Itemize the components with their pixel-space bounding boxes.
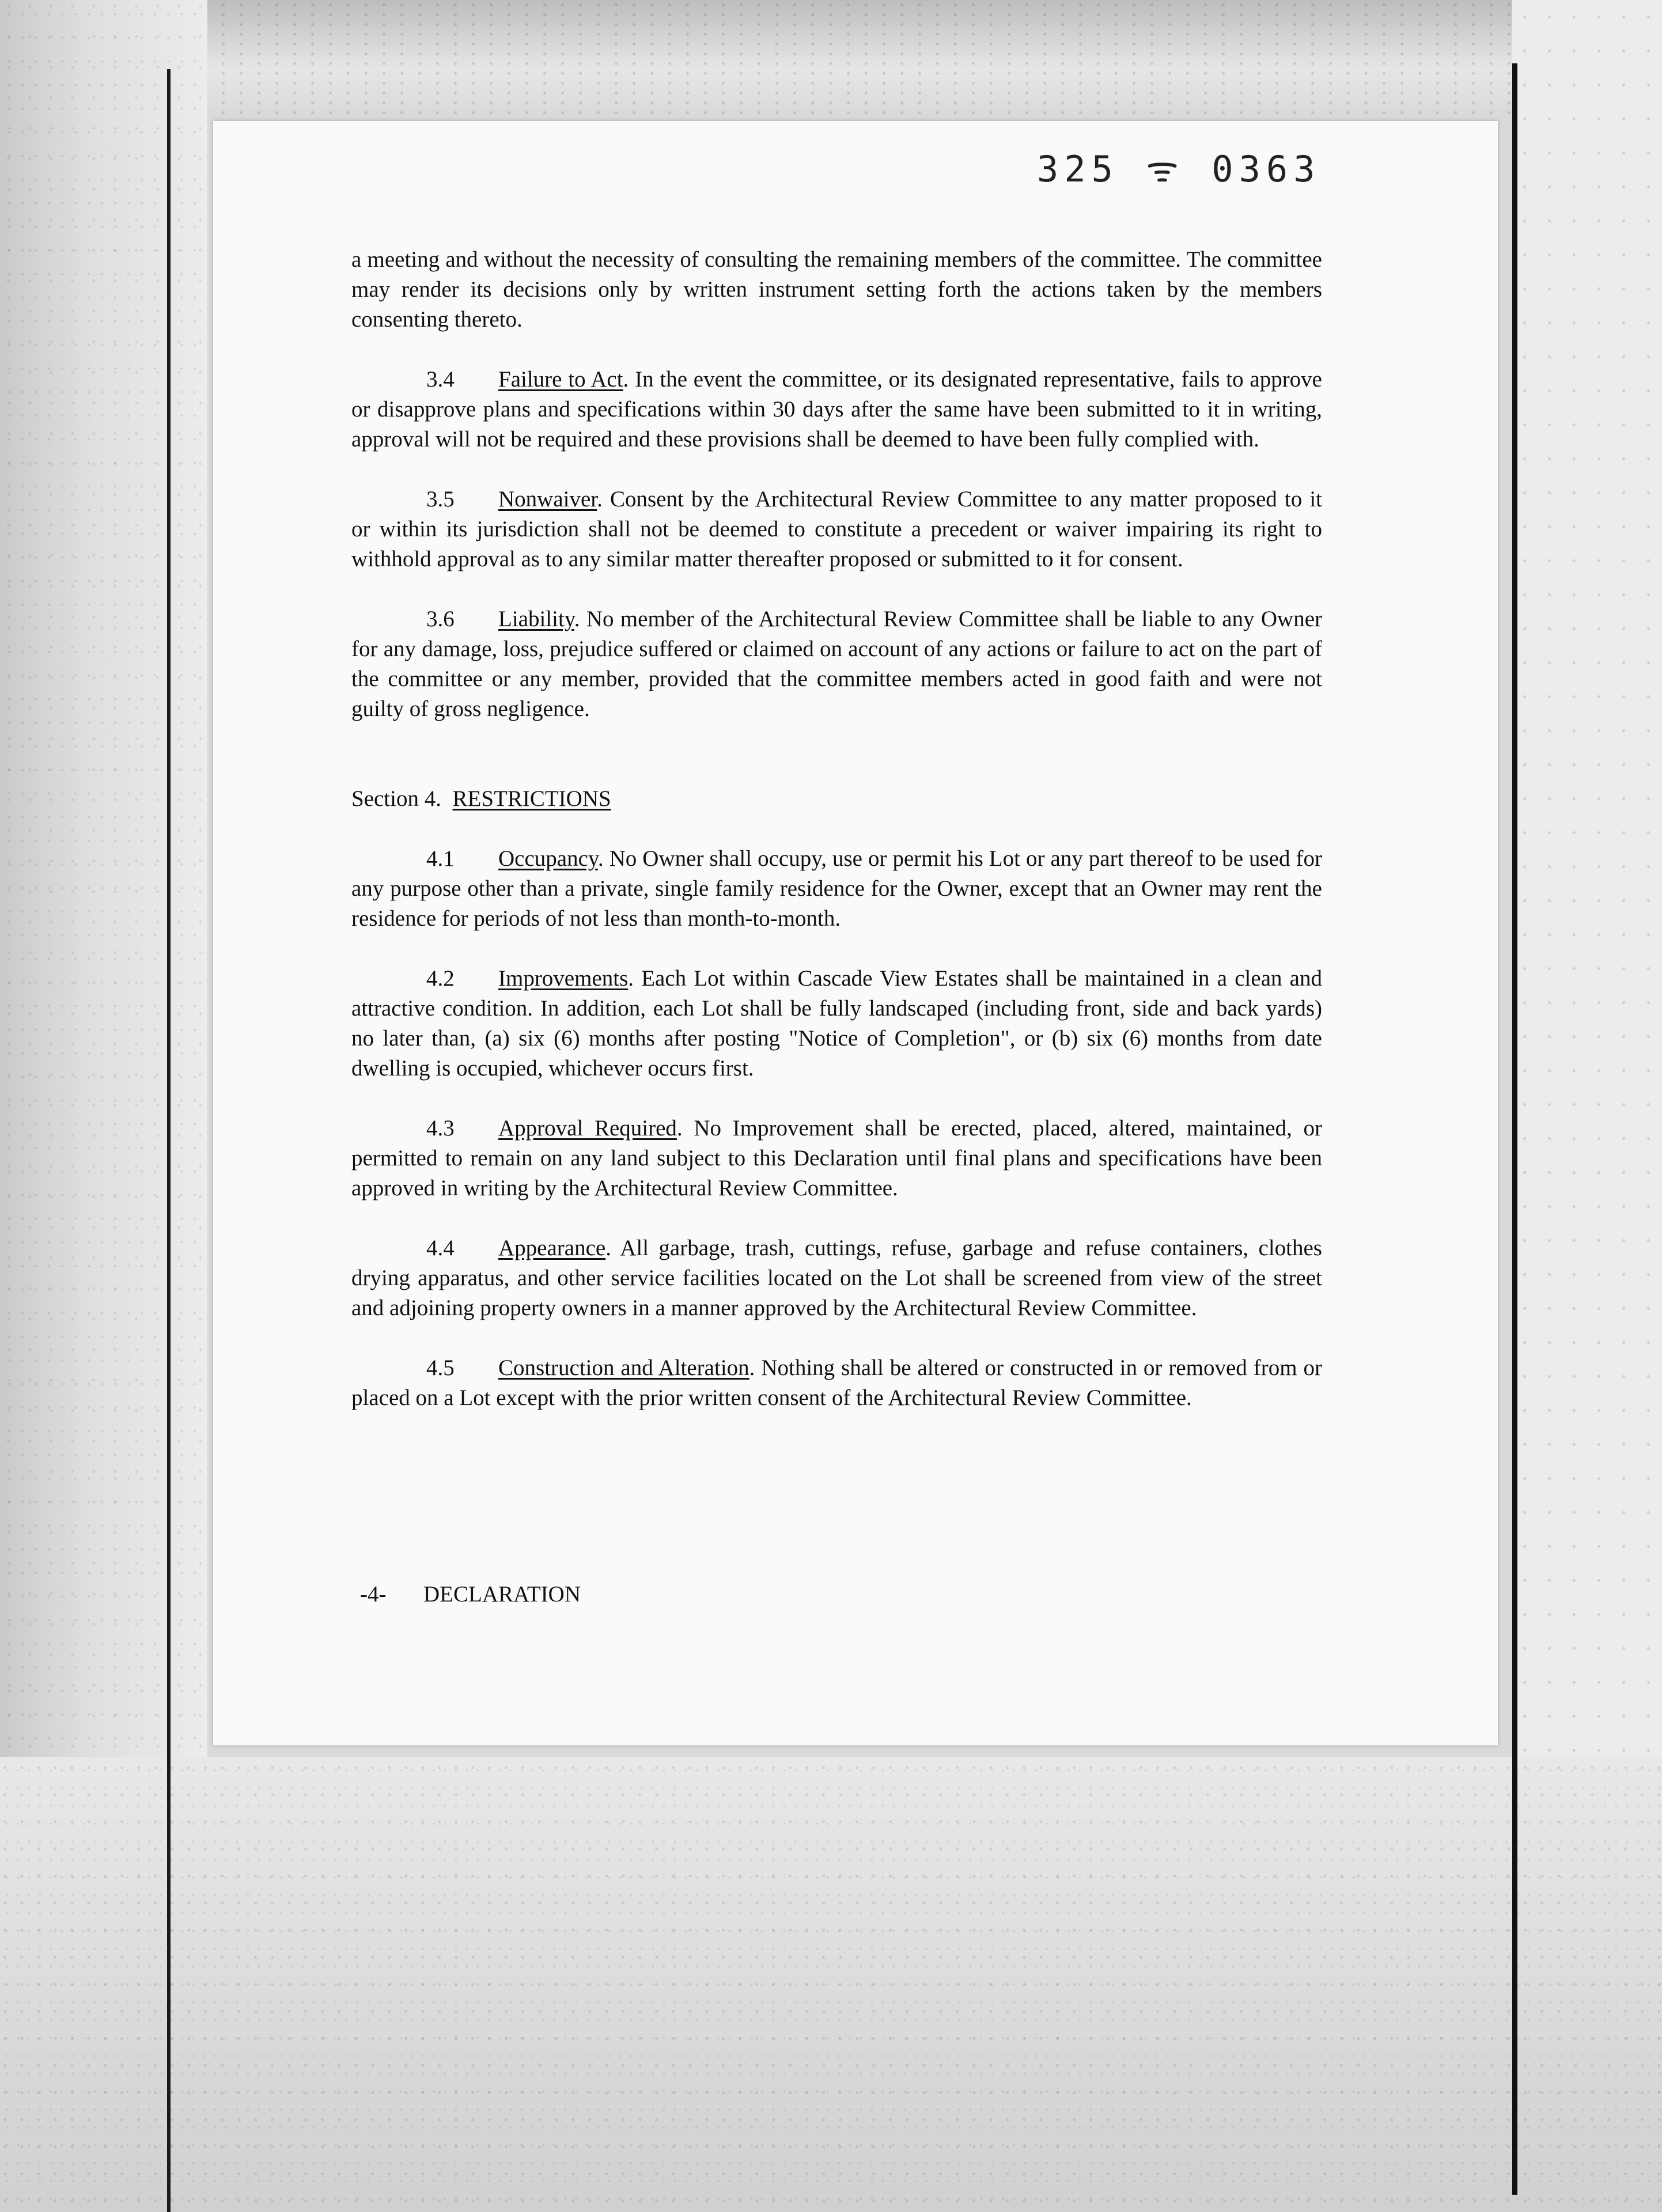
page-number: -4- bbox=[360, 1582, 387, 1607]
clause-4-2 bbox=[351, 964, 1322, 1084]
clause-number: 3.6 bbox=[426, 607, 455, 631]
section-prefix: Section 4. bbox=[351, 786, 441, 811]
clause-heading: Construction and Alteration bbox=[498, 1355, 749, 1380]
page-footer bbox=[360, 1581, 581, 1607]
right-binding-line bbox=[1512, 63, 1517, 2195]
clause-heading: Appearance bbox=[498, 1236, 606, 1260]
clause-body: . In the event the committee, or its designated representative, fails to approve or disapprove plans and specifications within 30 days after the same have been submitted to it in writing, approval will not be required and these provisions shall be deemed to have been fully complied with. bbox=[351, 367, 1322, 452]
clause-3-5 bbox=[351, 484, 1322, 574]
clause-heading: Failure to Act bbox=[498, 367, 623, 392]
clause-body: . No Improvement shall be erected, placed, altered, maintained, or permitted to remain on any land subject to this Declaration until final plans and specifications have been approved in writing by the Architectural Review Committee. bbox=[351, 1116, 1322, 1200]
clause-body: . No member of the Architectural Review Committee shall be liable to any Owner for any damage, loss, prejudice suffered or claimed on account of any actions or failure to act on the part of the committee or any member, provided that the committee members acted in good faith and were not guilty of gross negligence. bbox=[351, 607, 1322, 721]
scan-noise-top bbox=[0, 0, 1662, 115]
section-4-heading bbox=[351, 784, 1322, 814]
clause-heading: Occupancy bbox=[498, 846, 598, 871]
clause-number: 4.4 bbox=[426, 1236, 455, 1260]
clause-body: . Each Lot within Cascade View Estates shall be maintained in a clean and attractive condition. In addition, each Lot shall be fully landscaped (including front, side and back yards) no later than, (a) six (6) months after posting "Notice of Completion", or (b) six (6) months from date dwelling is occupied, whichever occurs first. bbox=[351, 966, 1322, 1081]
clause-body: . All garbage, trash, cuttings, refuse, garbage and refuse containers, clothes drying apparatus, and other service facilities located on the Lot shall be screened from view of the street and adjoining property owners in a manner approved by the Architectural Review Committee. bbox=[351, 1236, 1322, 1320]
clause-body: . No Owner shall occupy, use or permit his Lot or any part thereof to be used for any purpose other than a private, single family residence for the Owner, except that an Owner may rent the residence for periods of not less than month-to-month. bbox=[351, 846, 1322, 931]
left-binding-line bbox=[167, 69, 171, 2212]
body-text bbox=[351, 245, 1322, 1443]
clause-heading: Improvements bbox=[498, 966, 629, 991]
clause-3-6 bbox=[351, 604, 1322, 724]
clause-4-4 bbox=[351, 1233, 1322, 1323]
clause-number: 4.5 bbox=[426, 1355, 455, 1380]
scan-noise-bottom bbox=[0, 1757, 1662, 2212]
clause-number: 4.2 bbox=[426, 966, 455, 991]
clause-3-4 bbox=[351, 365, 1322, 454]
clause-4-5 bbox=[351, 1353, 1322, 1413]
clause-number: 3.5 bbox=[426, 487, 455, 512]
clause-4-3 bbox=[351, 1113, 1322, 1203]
clause-body: . Consent by the Architectural Review Committee to any matter proposed to it or within its jurisdiction shall not be deemed to constitute a precedent or waiver impairing its right to withhold approval as to any similar matter thereafter proposed or submitted to it for consent. bbox=[351, 487, 1322, 571]
book-page-stamp: 325 ᯤ 0363 bbox=[1037, 148, 1321, 190]
clause-heading: Liability bbox=[498, 607, 574, 631]
section-title: RESTRICTIONS bbox=[452, 786, 611, 811]
continued-paragraph: a meeting and without the necessity of consulting the remaining members of the committee. The committee may render its decisions only by written instrument setting forth the actions taken by the members consenting thereto. bbox=[351, 247, 1322, 332]
footer-label: DECLARATION bbox=[423, 1582, 581, 1607]
clause-body: . Nothing shall be altered or constructed in or removed from or placed on a Lot except with the prior written consent of the Architectural Review Committee. bbox=[351, 1355, 1322, 1410]
clause-4-1 bbox=[351, 844, 1322, 934]
clause-heading: Approval Required bbox=[498, 1116, 677, 1141]
clause-heading: Nonwaiver bbox=[498, 487, 597, 512]
clause-number: 4.1 bbox=[426, 846, 455, 871]
clause-number: 4.3 bbox=[426, 1116, 455, 1141]
clause-number: 3.4 bbox=[426, 367, 455, 392]
